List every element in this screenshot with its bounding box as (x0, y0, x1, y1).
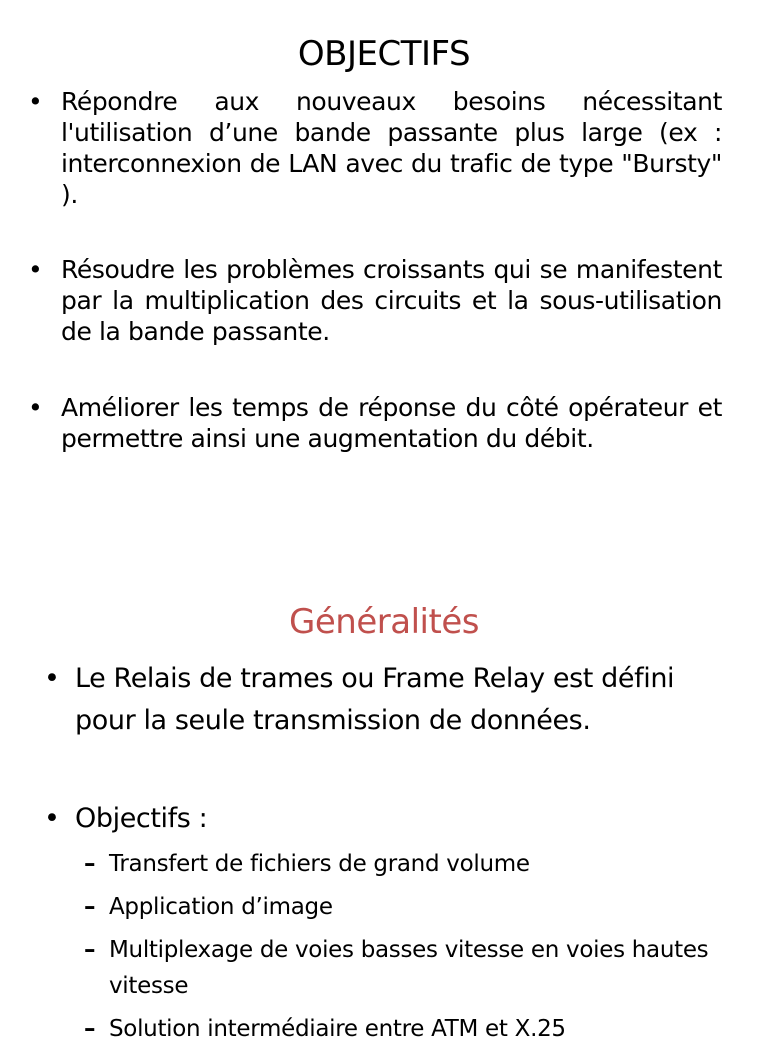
sub-bullet-1 (84, 846, 724, 882)
sub-bullet-2 (84, 889, 724, 925)
generalites-bullet-text: Le Relais de trames ou Frame Relay est défini pour la seule transmission de données. (75, 663, 675, 736)
generalites-bullet-1 (44, 658, 734, 742)
sub-bullet-4 (84, 1011, 724, 1047)
bullet-icon: • (28, 393, 43, 422)
sub-bullet-text: Solution intermédiaire entre ATM et X.25 (109, 1016, 566, 1042)
sub-bullet-3 (84, 932, 724, 1004)
objective-bullet-text: Résoudre les problèmes croissants qui se manifestent par la multiplication des circuits et la sous-utilisation de la bande passante. (61, 255, 722, 346)
bullet-icon: • (28, 87, 43, 116)
bullet-icon: • (44, 663, 60, 694)
objective-bullet-text: Améliorer les temps de réponse du côté opérateur et permettre ainsi une augmentation du débit. (61, 393, 722, 453)
dash-icon: – (84, 851, 96, 877)
objective-bullet-1 (28, 86, 722, 210)
objective-bullet-text: Répondre aux nouveaux besoins nécessitant l'utilisation d’une bande passante plus large (ex : interconnexion de LAN avec du trafic de type "Bursty" ). (61, 87, 722, 209)
slide-title-objectifs: OBJECTIFS (297, 34, 471, 74)
sub-bullet-text: Application d’image (109, 894, 333, 920)
generalites-bullet-2 (44, 798, 734, 840)
dash-icon: – (84, 894, 96, 920)
dash-icon: – (84, 1016, 96, 1042)
sub-bullet-text: Transfert de fichiers de grand volume (109, 851, 530, 877)
slide-title-generalites: Généralités (289, 602, 479, 642)
objective-bullet-3 (28, 392, 722, 454)
bullet-icon: • (28, 255, 43, 284)
sub-bullet-text: Multiplexage de voies basses vitesse en voies hautes vitesse (109, 937, 709, 999)
dash-icon: – (84, 937, 96, 963)
generalites-bullet-text: Objectifs : (75, 803, 208, 834)
bullet-icon: • (44, 803, 60, 834)
objective-bullet-2 (28, 254, 722, 347)
